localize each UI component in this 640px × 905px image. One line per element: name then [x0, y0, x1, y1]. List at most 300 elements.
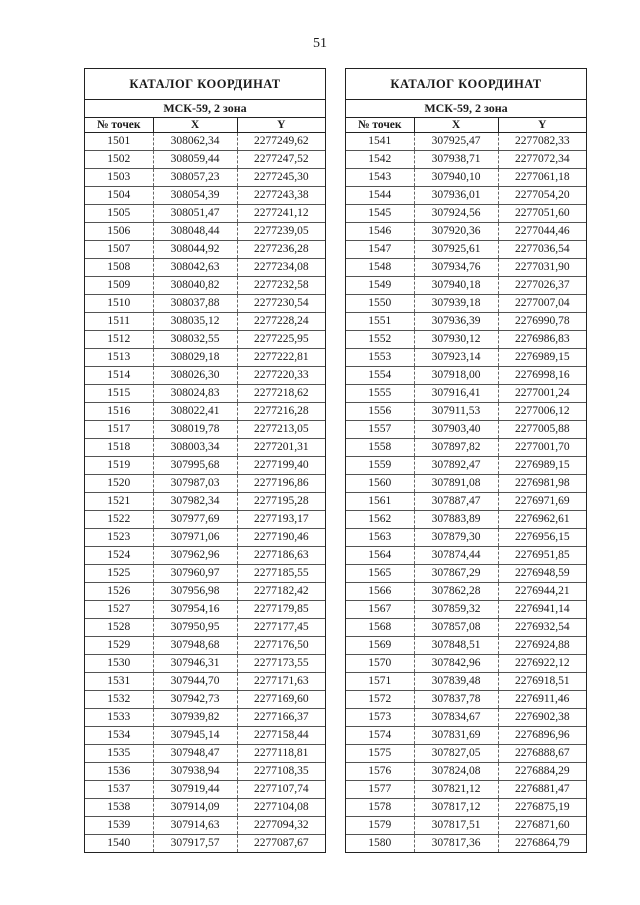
- table-row: [346, 583, 586, 601]
- y-coordinate-cell: 2276884,29: [498, 763, 586, 781]
- x-coordinate-cell: 307827,05: [414, 745, 498, 763]
- coordinate-catalog-left: [84, 68, 326, 853]
- y-coordinate-cell: 2277072,34: [498, 151, 586, 169]
- point-number-cell: 1524: [85, 547, 153, 565]
- y-coordinate-cell: 2277225,95: [237, 331, 325, 349]
- y-coordinate-cell: 2277176,50: [237, 637, 325, 655]
- table-row: [346, 277, 586, 295]
- table-row: [85, 277, 325, 295]
- x-coordinate-cell: 308044,92: [153, 241, 237, 259]
- x-coordinate-cell: 307982,34: [153, 493, 237, 511]
- point-number-cell: 1558: [346, 439, 414, 457]
- point-number-cell: 1562: [346, 511, 414, 529]
- table-row: [85, 151, 325, 169]
- table-header-row: [346, 118, 586, 133]
- point-number-cell: 1553: [346, 349, 414, 367]
- point-number-cell: 1570: [346, 655, 414, 673]
- table-row: [346, 295, 586, 313]
- y-coordinate-cell: 2277232,58: [237, 277, 325, 295]
- header-point-number: № точек: [85, 118, 153, 133]
- y-coordinate-cell: 2277199,40: [237, 457, 325, 475]
- y-coordinate-cell: 2277236,28: [237, 241, 325, 259]
- table-row: [346, 637, 586, 655]
- x-coordinate-cell: 307934,76: [414, 259, 498, 277]
- point-number-cell: 1559: [346, 457, 414, 475]
- table-row: [346, 691, 586, 709]
- point-number-cell: 1550: [346, 295, 414, 313]
- y-coordinate-cell: 2277247,52: [237, 151, 325, 169]
- point-number-cell: 1518: [85, 439, 153, 457]
- table-row: [85, 313, 325, 331]
- y-coordinate-cell: 2276888,67: [498, 745, 586, 763]
- table-row: [85, 133, 325, 151]
- x-coordinate-cell: 308057,23: [153, 169, 237, 187]
- x-coordinate-cell: 307946,31: [153, 655, 237, 673]
- catalog-zone: МСК-59, 2 зона: [346, 100, 586, 118]
- y-coordinate-cell: 2276924,88: [498, 637, 586, 655]
- point-number-cell: 1572: [346, 691, 414, 709]
- point-number-cell: 1522: [85, 511, 153, 529]
- page-number: 51: [313, 36, 327, 51]
- table-row: [346, 187, 586, 205]
- y-coordinate-cell: 2276944,21: [498, 583, 586, 601]
- table-row: [346, 547, 586, 565]
- table-row: [346, 493, 586, 511]
- table-row: [346, 349, 586, 367]
- point-number-cell: 1536: [85, 763, 153, 781]
- point-number-cell: 1504: [85, 187, 153, 205]
- point-number-cell: 1519: [85, 457, 153, 475]
- y-coordinate-cell: 2277171,63: [237, 673, 325, 691]
- table-row: [346, 151, 586, 169]
- x-coordinate-cell: 307948,68: [153, 637, 237, 655]
- table-row: [85, 673, 325, 691]
- x-coordinate-cell: 307824,08: [414, 763, 498, 781]
- point-number-cell: 1531: [85, 673, 153, 691]
- table-row: [85, 727, 325, 745]
- point-number-cell: 1568: [346, 619, 414, 637]
- y-coordinate-cell: 2277182,42: [237, 583, 325, 601]
- x-coordinate-cell: 307920,36: [414, 223, 498, 241]
- point-number-cell: 1506: [85, 223, 153, 241]
- y-coordinate-cell: 2277006,12: [498, 403, 586, 421]
- x-coordinate-cell: 308035,12: [153, 313, 237, 331]
- point-number-cell: 1535: [85, 745, 153, 763]
- y-coordinate-cell: 2277218,62: [237, 385, 325, 403]
- y-coordinate-cell: 2276989,15: [498, 349, 586, 367]
- point-number-cell: 1578: [346, 799, 414, 817]
- x-coordinate-cell: 307897,82: [414, 439, 498, 457]
- y-coordinate-cell: 2276989,15: [498, 457, 586, 475]
- point-number-cell: 1509: [85, 277, 153, 295]
- point-number-cell: 1563: [346, 529, 414, 547]
- point-number-cell: 1533: [85, 709, 153, 727]
- table-row: [85, 349, 325, 367]
- x-coordinate-cell: 308040,82: [153, 277, 237, 295]
- y-coordinate-cell: 2277061,18: [498, 169, 586, 187]
- table-body: [85, 133, 325, 853]
- y-coordinate-cell: 2277087,67: [253, 837, 309, 849]
- point-number-cell: 1503: [85, 169, 153, 187]
- table-row: [85, 367, 325, 385]
- point-number-cell: 1569: [346, 637, 414, 655]
- x-coordinate-cell: 307945,14: [153, 727, 237, 745]
- y-coordinate-cell: 2277031,90: [498, 259, 586, 277]
- y-coordinate-cell: 2277186,63: [237, 547, 325, 565]
- x-coordinate-cell: 307938,71: [414, 151, 498, 169]
- table-row: [346, 421, 586, 439]
- x-coordinate-cell: 307940,10: [414, 169, 498, 187]
- point-number-cell: 1541: [346, 133, 414, 151]
- y-coordinate-cell: 2277104,08: [237, 799, 325, 817]
- x-coordinate-cell: 307892,47: [414, 457, 498, 475]
- point-number-cell: 1547: [346, 241, 414, 259]
- x-coordinate-cell: 307887,47: [414, 493, 498, 511]
- table-row: [85, 691, 325, 709]
- point-number-cell: 1505: [85, 205, 153, 223]
- x-coordinate-cell: 307925,61: [414, 241, 498, 259]
- table-row: [346, 223, 586, 241]
- y-coordinate-cell: 2277051,60: [498, 205, 586, 223]
- table-row: [85, 457, 325, 475]
- y-coordinate-cell: 2277230,54: [237, 295, 325, 313]
- point-number-cell: 1514: [85, 367, 153, 385]
- table-row: [346, 763, 586, 781]
- y-coordinate-cell: 2277054,20: [498, 187, 586, 205]
- y-coordinate-cell: 2277228,24: [237, 313, 325, 331]
- y-coordinate-cell: 2276911,46: [498, 691, 586, 709]
- table-row: [85, 385, 325, 403]
- table-row: [346, 457, 586, 475]
- y-coordinate-cell: 2277094,32: [237, 817, 325, 835]
- table-row: [346, 133, 586, 151]
- y-coordinate-cell: 2276986,83: [498, 331, 586, 349]
- x-coordinate-cell: 308003,34: [153, 439, 237, 457]
- point-number-cell: 1530: [85, 655, 153, 673]
- x-coordinate-cell: 307817,12: [414, 799, 498, 817]
- point-number-cell: 1576: [346, 763, 414, 781]
- table-row: [85, 619, 325, 637]
- table-row: [85, 709, 325, 727]
- table-row: [85, 745, 325, 763]
- table-row: [346, 529, 586, 547]
- x-coordinate-cell: 308062,34: [153, 133, 237, 151]
- point-number-cell: 1575: [346, 745, 414, 763]
- point-number-cell: 1537: [85, 781, 153, 799]
- table-row: [85, 205, 325, 223]
- point-number-cell: 1521: [85, 493, 153, 511]
- point-number-cell: 1528: [85, 619, 153, 637]
- x-coordinate-cell: 307848,51: [414, 637, 498, 655]
- y-coordinate-cell: 2276981,98: [498, 475, 586, 493]
- x-coordinate-cell: 308042,63: [153, 259, 237, 277]
- y-coordinate-cell: 2277007,04: [498, 295, 586, 313]
- x-coordinate-cell: 307971,06: [153, 529, 237, 547]
- table-row: [346, 709, 586, 727]
- x-coordinate-cell: 307936,01: [414, 187, 498, 205]
- header-x: X: [153, 118, 237, 133]
- y-coordinate-cell: 2276971,69: [498, 493, 586, 511]
- x-coordinate-cell: 308026,30: [153, 367, 237, 385]
- point-number-cell: 1577: [346, 781, 414, 799]
- point-number-cell: 1560: [346, 475, 414, 493]
- y-coordinate-cell: 2276896,96: [498, 727, 586, 745]
- y-coordinate-cell: 2276998,16: [498, 367, 586, 385]
- table-row: [85, 259, 325, 277]
- y-coordinate-cell: 2276875,19: [498, 799, 586, 817]
- x-coordinate-cell: 307916,41: [414, 385, 498, 403]
- point-number-cell: 1512: [85, 331, 153, 349]
- table-row: [85, 817, 325, 835]
- y-coordinate-cell: 2277216,28: [237, 403, 325, 421]
- x-coordinate-cell: 308022,41: [153, 403, 237, 421]
- y-coordinate-cell: 2276941,14: [498, 601, 586, 619]
- y-coordinate-cell: 2277005,88: [498, 421, 586, 439]
- y-coordinate-cell: 2277044,46: [498, 223, 586, 241]
- x-coordinate-cell: 307977,69: [153, 511, 237, 529]
- table-row: [85, 565, 325, 583]
- x-coordinate-cell: 307914,09: [153, 799, 237, 817]
- x-coordinate-cell: 308019,78: [153, 421, 237, 439]
- y-coordinate-cell: 2276951,85: [498, 547, 586, 565]
- point-number-cell: 1510: [85, 295, 153, 313]
- table-row: [85, 223, 325, 241]
- coordinate-table: [346, 118, 586, 852]
- x-coordinate-cell: 307842,96: [414, 655, 498, 673]
- x-coordinate-cell: 308032,55: [153, 331, 237, 349]
- point-number-cell: 1579: [346, 817, 414, 835]
- table-row: [346, 727, 586, 745]
- y-coordinate-cell: 2277239,05: [237, 223, 325, 241]
- y-coordinate-cell: 2277201,31: [237, 439, 325, 457]
- y-coordinate-cell: 2277185,55: [237, 565, 325, 583]
- x-coordinate-cell: 307821,12: [414, 781, 498, 799]
- x-coordinate-cell: 308024,83: [153, 385, 237, 403]
- x-coordinate-cell: 307936,39: [414, 313, 498, 331]
- x-coordinate-cell: 307867,29: [414, 565, 498, 583]
- point-number-cell: 1502: [85, 151, 153, 169]
- y-coordinate-cell: 2276962,61: [498, 511, 586, 529]
- point-number-cell: 1549: [346, 277, 414, 295]
- x-coordinate-cell: 307862,28: [414, 583, 498, 601]
- x-coordinate-cell: 307923,14: [414, 349, 498, 367]
- x-coordinate-cell: 307924,56: [414, 205, 498, 223]
- point-number-cell: 1544: [346, 187, 414, 205]
- point-number-cell: 1525: [85, 565, 153, 583]
- y-coordinate-cell: 2277222,81: [237, 349, 325, 367]
- table-row: [346, 619, 586, 637]
- x-coordinate-cell: 307939,82: [153, 709, 237, 727]
- y-coordinate-cell: 2277118,81: [237, 745, 325, 763]
- coordinate-catalog-right: [345, 68, 587, 853]
- y-coordinate-cell: 2277001,70: [498, 439, 586, 457]
- table-row: [85, 799, 325, 817]
- table-row: [346, 205, 586, 223]
- y-coordinate-cell: 2276881,47: [498, 781, 586, 799]
- x-coordinate-cell: 307817,36: [414, 835, 498, 853]
- table-row: [346, 169, 586, 187]
- table-row: [346, 331, 586, 349]
- x-coordinate-cell: 307857,08: [414, 619, 498, 637]
- x-coordinate-cell: 307942,73: [153, 691, 237, 709]
- table-row: [346, 403, 586, 421]
- y-coordinate-cell: 2277166,37: [237, 709, 325, 727]
- y-coordinate-cell: 2276922,12: [498, 655, 586, 673]
- x-coordinate-cell: 307925,47: [414, 133, 498, 151]
- point-number-cell: 1523: [85, 529, 153, 547]
- x-coordinate-cell: 307948,47: [153, 745, 237, 763]
- y-coordinate-cell: 2277001,24: [498, 385, 586, 403]
- table-header-row: [85, 118, 325, 133]
- x-coordinate-cell: 307960,97: [153, 565, 237, 583]
- y-coordinate-cell: 2277082,33: [498, 133, 586, 151]
- point-number-cell: 1513: [85, 349, 153, 367]
- x-coordinate-cell: 307911,53: [414, 403, 498, 421]
- y-coordinate-cell: 2277193,17: [237, 511, 325, 529]
- point-number-cell: 1571: [346, 673, 414, 691]
- point-number-cell: 1546: [346, 223, 414, 241]
- table-row: [346, 511, 586, 529]
- y-coordinate-cell: 2276990,78: [498, 313, 586, 331]
- table-row: [85, 403, 325, 421]
- table-row: [346, 835, 586, 853]
- y-coordinate-cell: 2277179,85: [237, 601, 325, 619]
- point-number-cell: 1566: [346, 583, 414, 601]
- table-row: [346, 673, 586, 691]
- y-coordinate-cell: 2277196,86: [237, 475, 325, 493]
- x-coordinate-cell: 307917,57: [153, 835, 237, 853]
- point-number-cell: 1508: [85, 259, 153, 277]
- point-number-cell: 1527: [85, 601, 153, 619]
- point-number-cell: 1515: [85, 385, 153, 403]
- y-coordinate-cell: 2277249,62: [237, 133, 325, 151]
- table-row: [346, 313, 586, 331]
- point-number-cell: 1543: [346, 169, 414, 187]
- y-coordinate-cell: 2277234,08: [237, 259, 325, 277]
- y-coordinate-cell: 2277245,30: [237, 169, 325, 187]
- y-coordinate-cell: 2277213,05: [237, 421, 325, 439]
- point-number-cell: 1516: [85, 403, 153, 421]
- x-coordinate-cell: 307940,18: [414, 277, 498, 295]
- x-coordinate-cell: 307874,44: [414, 547, 498, 565]
- header-point-number: № точек: [346, 118, 414, 133]
- point-number-cell: 1526: [85, 583, 153, 601]
- header-y: Y: [237, 118, 325, 133]
- table-row: [85, 475, 325, 493]
- x-coordinate-cell: 307950,95: [153, 619, 237, 637]
- point-number-cell: 1573: [346, 709, 414, 727]
- x-coordinate-cell: 307954,16: [153, 601, 237, 619]
- y-coordinate-cell: 2276948,59: [498, 565, 586, 583]
- x-coordinate-cell: 307891,08: [414, 475, 498, 493]
- point-number-cell: 1542: [346, 151, 414, 169]
- point-number-cell: 1574: [346, 727, 414, 745]
- point-number-cell: 1567: [346, 601, 414, 619]
- point-number-cell: 1539: [85, 817, 153, 835]
- y-coordinate-cell: 2277036,54: [498, 241, 586, 259]
- point-number-cell: 1545: [346, 205, 414, 223]
- table-body: [346, 133, 586, 853]
- table-row: [346, 781, 586, 799]
- x-coordinate-cell: 307817,51: [414, 817, 498, 835]
- y-coordinate-cell: 2277169,60: [237, 691, 325, 709]
- table-row: [85, 781, 325, 799]
- y-coordinate-cell: 2276956,15: [498, 529, 586, 547]
- x-coordinate-cell: 307962,96: [153, 547, 237, 565]
- x-coordinate-cell: 307956,98: [153, 583, 237, 601]
- y-coordinate-cell: 2276871,60: [498, 817, 586, 835]
- y-coordinate-cell: 2276918,51: [498, 673, 586, 691]
- x-coordinate-cell: 308048,44: [153, 223, 237, 241]
- table-row: [346, 439, 586, 457]
- table-row: [85, 547, 325, 565]
- point-number-cell: 1554: [346, 367, 414, 385]
- point-number-cell: 1540: [85, 835, 153, 853]
- table-row: [346, 367, 586, 385]
- y-coordinate-cell: 2276902,38: [498, 709, 586, 727]
- table-row: [346, 475, 586, 493]
- table-row: [85, 295, 325, 313]
- y-coordinate-cell: 2277177,45: [237, 619, 325, 637]
- x-coordinate-cell: 307914,63: [153, 817, 237, 835]
- y-coordinate-cell: 2276932,54: [498, 619, 586, 637]
- y-coordinate-cell: 2277220,33: [237, 367, 325, 385]
- table-row: [346, 565, 586, 583]
- x-coordinate-cell: 308051,47: [153, 205, 237, 223]
- header-x: X: [414, 118, 498, 133]
- x-coordinate-cell: 307930,12: [414, 331, 498, 349]
- x-coordinate-cell: 307918,00: [414, 367, 498, 385]
- x-coordinate-cell: 307938,94: [153, 763, 237, 781]
- table-row: [85, 763, 325, 781]
- table-row: [85, 241, 325, 259]
- point-number-cell: 1520: [85, 475, 153, 493]
- y-coordinate-cell: 2277026,37: [498, 277, 586, 295]
- table-row: [346, 745, 586, 763]
- x-coordinate-cell: 307939,18: [414, 295, 498, 313]
- point-number-cell: 1557: [346, 421, 414, 439]
- table-row: [85, 187, 325, 205]
- catalog-title: КАТАЛОГ КООРДИНАТ: [85, 69, 325, 100]
- x-coordinate-cell: 307859,32: [414, 601, 498, 619]
- point-number-cell: 1532: [85, 691, 153, 709]
- point-number-cell: 1507: [85, 241, 153, 259]
- table-row: [346, 655, 586, 673]
- x-coordinate-cell: 307987,03: [153, 475, 237, 493]
- catalog-title: КАТАЛОГ КООРДИНАТ: [346, 69, 586, 100]
- table-row: [346, 799, 586, 817]
- x-coordinate-cell: 307837,78: [414, 691, 498, 709]
- header-y: Y: [498, 118, 586, 133]
- table-row: [85, 511, 325, 529]
- x-coordinate-cell: 307834,67: [414, 709, 498, 727]
- point-number-cell: 1555: [346, 385, 414, 403]
- table-row: [85, 637, 325, 655]
- point-number-cell: 1529: [85, 637, 153, 655]
- point-number-cell: 1580: [346, 835, 414, 853]
- table-row: [85, 601, 325, 619]
- table-row: [85, 529, 325, 547]
- point-number-cell: 1556: [346, 403, 414, 421]
- point-number-cell: 1548: [346, 259, 414, 277]
- y-coordinate-cell: 2277158,44: [237, 727, 325, 745]
- point-number-cell: 1534: [85, 727, 153, 745]
- table-row: [346, 817, 586, 835]
- table-row: [85, 439, 325, 457]
- point-number-cell: 1551: [346, 313, 414, 331]
- x-coordinate-cell: 307919,44: [153, 781, 237, 799]
- table-row: [85, 421, 325, 439]
